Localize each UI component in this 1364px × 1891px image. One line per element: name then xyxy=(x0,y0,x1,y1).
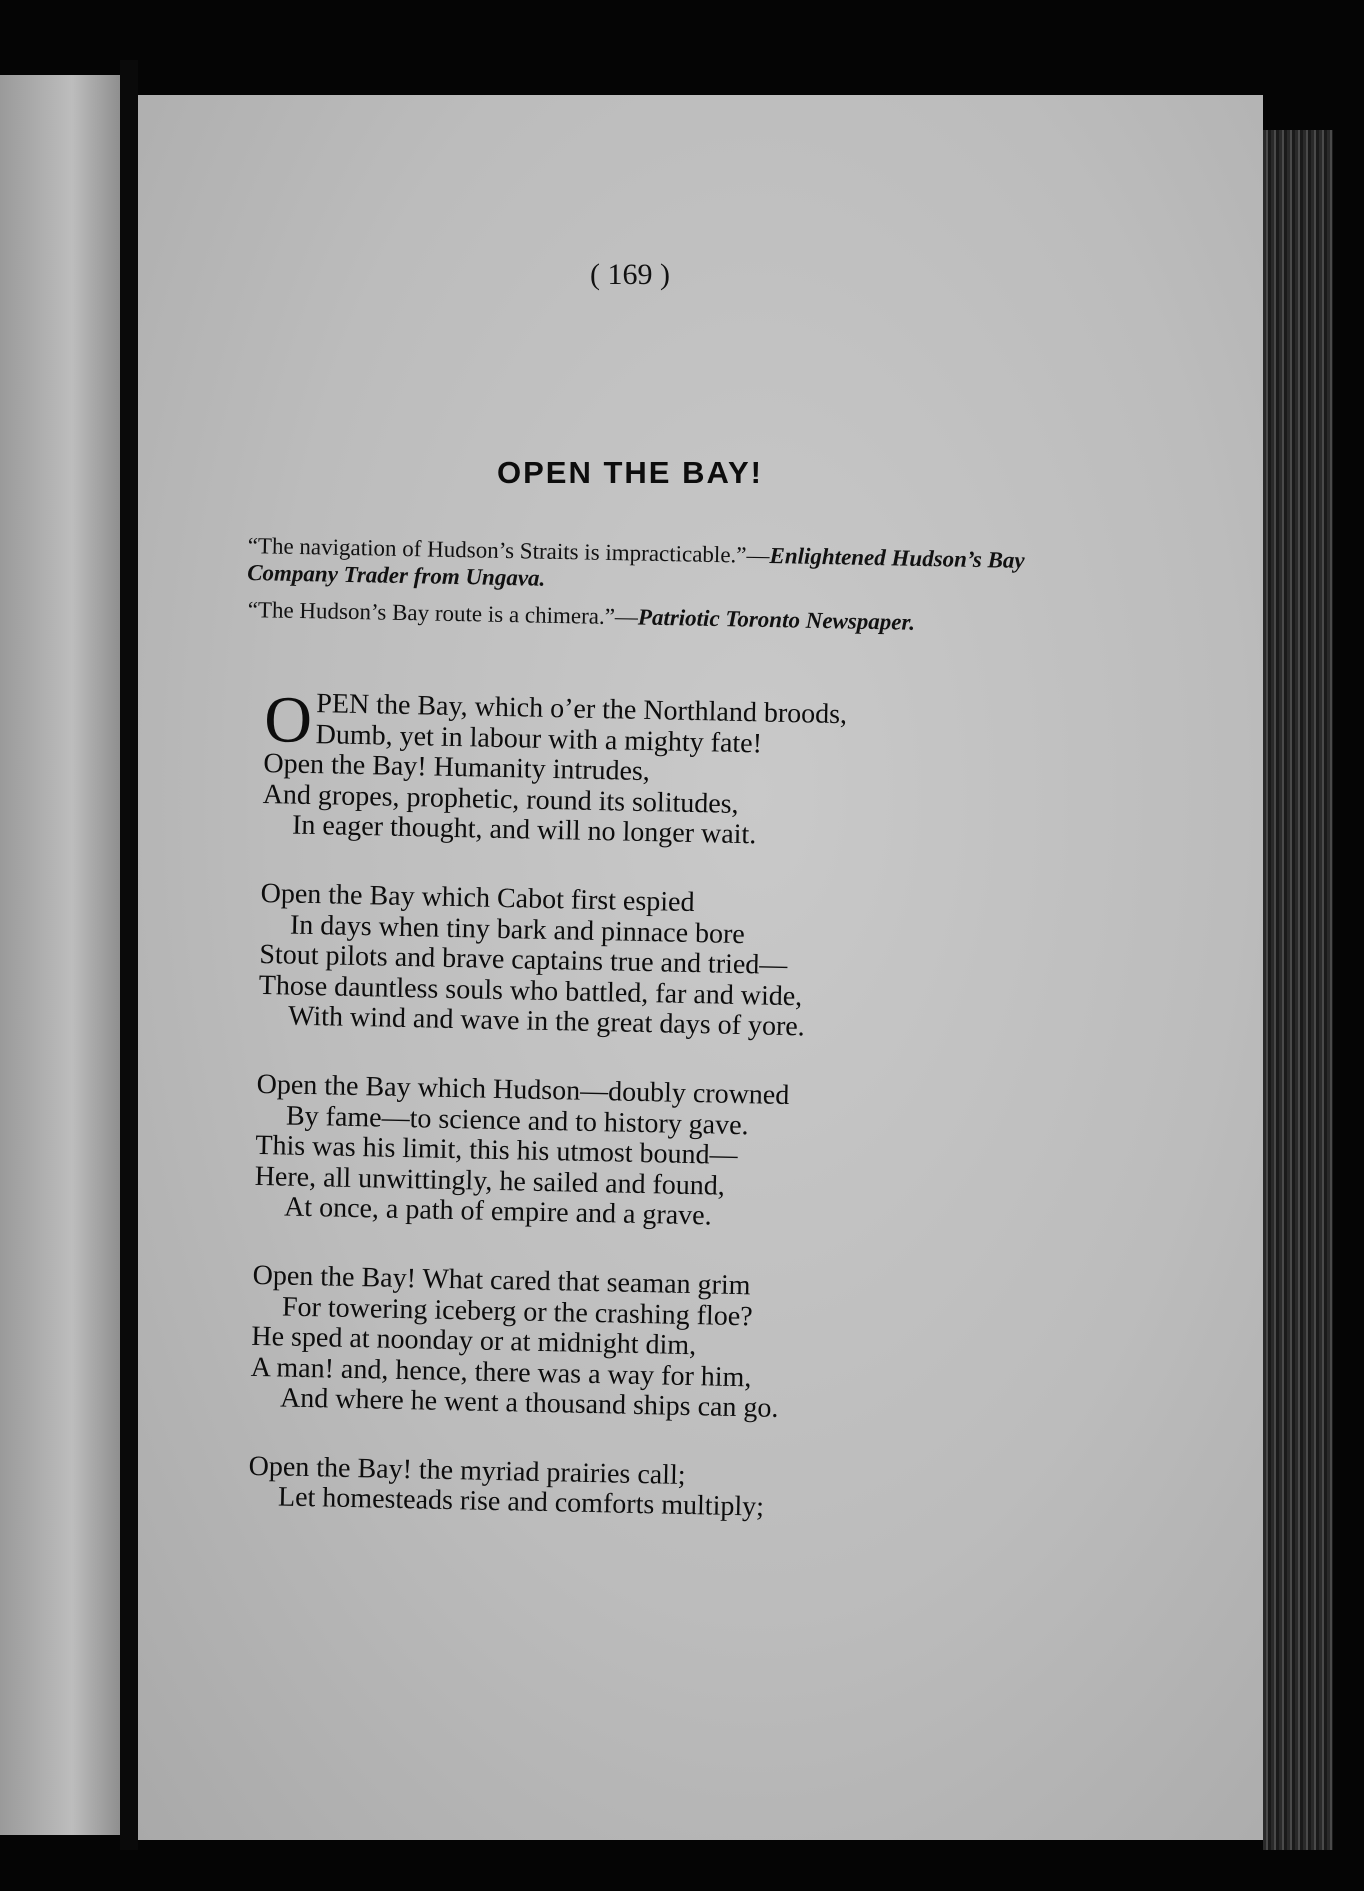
poem-line: Let homesteads rise and comforts multiply; xyxy=(277,1481,765,1524)
poem-line: A man! and, hence, there was a way for him, xyxy=(250,1351,752,1394)
stanza xyxy=(258,879,1061,1049)
stanza xyxy=(248,1452,1049,1530)
poem-line: And where he went a thousand ships can go. xyxy=(279,1382,779,1425)
poem-line: This was his limit, this his utmost bound— xyxy=(255,1130,738,1172)
poem-line: Open the Bay which Cabot first espied xyxy=(260,877,695,919)
stanza xyxy=(250,1261,1053,1431)
page-edges xyxy=(1263,130,1333,1850)
poem-line: Open the Bay! the myriad prairies call; xyxy=(248,1450,686,1491)
left-page-edge xyxy=(0,75,120,1835)
stanza xyxy=(262,683,1065,858)
epigraph-source: Enlightened Hudson’s Bay Company Trader from Ungava. xyxy=(246,543,1025,591)
epigraph-quote: “The navigation of Hudson’s Straits is impracticable.”— xyxy=(247,532,770,569)
poem-line: PEN the Bay, which o’er the Northland broods, xyxy=(316,688,848,731)
poem-line: Here, all unwittingly, he sailed and found, xyxy=(254,1160,726,1202)
poem-body xyxy=(247,683,1065,1568)
drop-cap: O xyxy=(263,683,313,757)
page-number: ( 169 ) xyxy=(590,258,670,291)
poem-line: Dumb, yet in labour with a mighty fate! xyxy=(315,718,763,760)
epigraph-source: Patriotic Toronto Newspaper. xyxy=(637,604,916,635)
poem-line: In days when tiny bark and pinnace bore xyxy=(289,909,746,950)
poem-line: Open the Bay which Hudson—doubly crowned xyxy=(256,1068,790,1112)
poem-line: For towering iceberg or the crashing floe? xyxy=(281,1290,753,1332)
stanza xyxy=(254,1070,1057,1240)
book-gutter xyxy=(120,60,138,1850)
poem-line: Those dauntless souls who battled, far and wide, xyxy=(258,969,803,1013)
poem-line: Stout pilots and brave captains true and tried— xyxy=(259,939,788,982)
poem-line: And gropes, prophetic, round its solitudes, xyxy=(262,778,739,820)
poem-line: Open the Bay! What cared that seaman grim xyxy=(252,1259,751,1302)
poem-line: At once, a path of empire and a grave. xyxy=(283,1191,712,1232)
epigraph-quote: “The Hudson’s Bay route is a chimera.”— xyxy=(247,596,639,630)
poem-line: With wind and wave in the great days of yore. xyxy=(287,1000,806,1043)
poem-title: OPEN THE BAY! xyxy=(496,455,763,490)
poem-line: In eager thought, and will no longer wait. xyxy=(291,809,757,851)
poem-line: By fame—to science and to history gave. xyxy=(285,1100,749,1141)
poem-line: Open the Bay! Humanity intrudes, xyxy=(263,748,651,788)
poem-line: He sped at noonday or at midnight dim, xyxy=(251,1320,697,1362)
